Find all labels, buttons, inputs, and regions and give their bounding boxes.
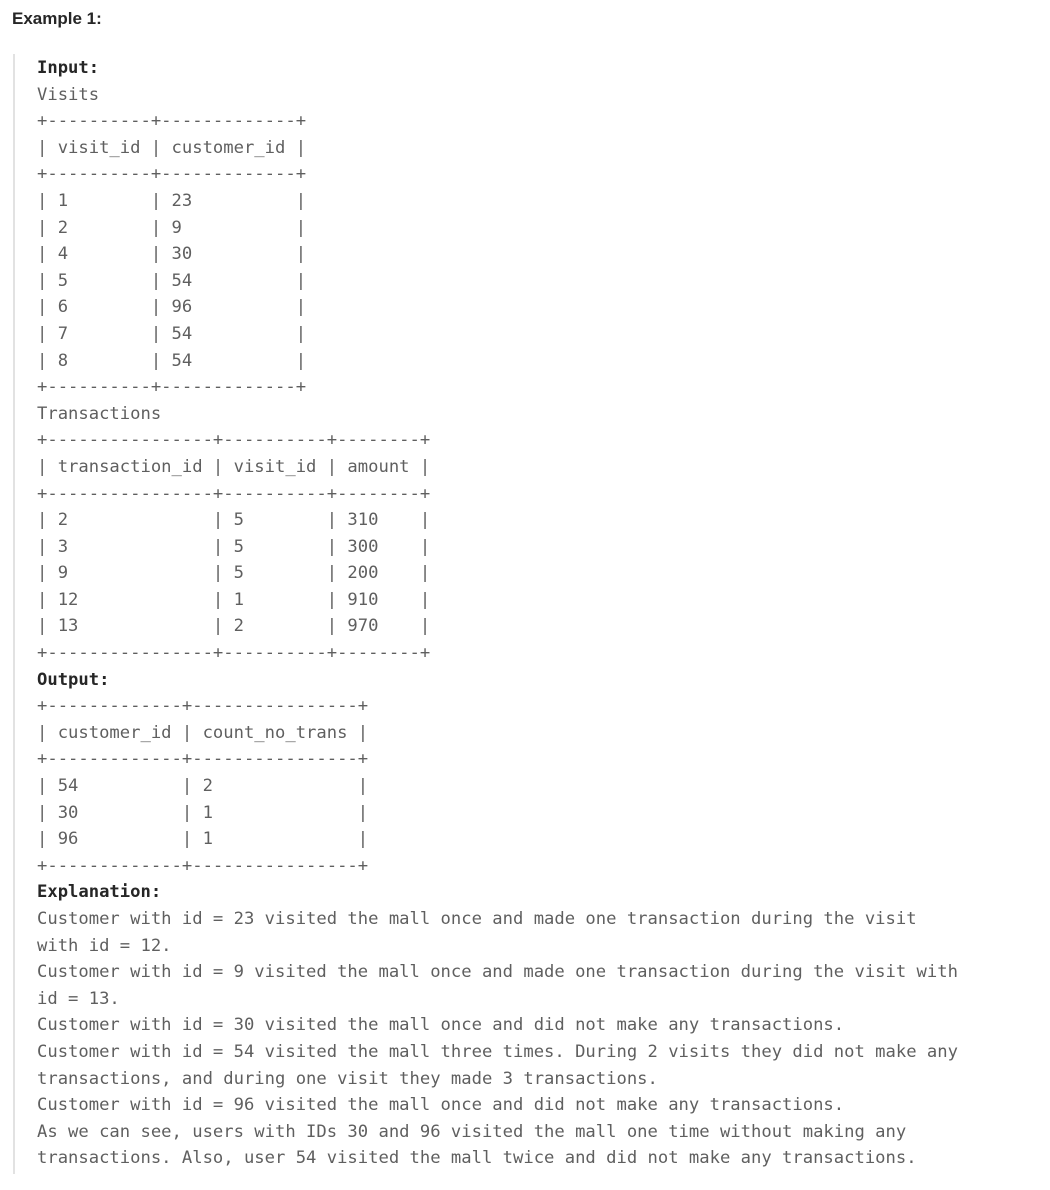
explanation-line: As we can see, users with IDs 30 and 96 visited the mall one time without making any bbox=[37, 1121, 907, 1142]
transactions-header-border: +----------------+----------+--------+ bbox=[37, 483, 431, 504]
visits-row: | 7 | 54 | bbox=[37, 323, 307, 344]
output-label: Output: bbox=[37, 669, 110, 690]
output-table bbox=[37, 693, 958, 879]
transactions-row: | 3 | 5 | 300 | bbox=[37, 536, 431, 557]
explanation-line: Customer with id = 23 visited the mall once and made one transaction during the visit bbox=[37, 909, 917, 929]
visits-border-top: +----------+-------------+ bbox=[37, 111, 307, 132]
explanation-line: transactions. Also, user 54 visited the mall twice and did not make any transactions. bbox=[37, 1148, 917, 1169]
example-block bbox=[13, 54, 1045, 1174]
example-code-block bbox=[37, 55, 958, 1172]
visits-row: | 4 | 30 | bbox=[37, 244, 307, 265]
output-header-row: | customer_id | count_no_trans | bbox=[37, 722, 369, 743]
transactions-border-bottom: +----------------+----------+--------+ bbox=[37, 643, 431, 664]
transactions-row: | 13 | 2 | 970 | bbox=[37, 616, 431, 637]
visits-row: | 1 | 23 | bbox=[37, 190, 307, 211]
transactions-row: | 2 | 5 | 310 | bbox=[37, 510, 431, 531]
output-border-bottom: +-------------+----------------+ bbox=[37, 855, 369, 876]
transactions-row: | 9 | 5 | 200 | bbox=[37, 563, 431, 584]
output-header-border: +-------------+----------------+ bbox=[37, 749, 369, 770]
visits-header-border: +----------+-------------+ bbox=[37, 164, 307, 185]
visits-row: | 8 | 54 | bbox=[37, 350, 307, 371]
output-border-top: +-------------+----------------+ bbox=[37, 696, 369, 717]
explanation-line: Customer with id = 96 visited the mall once and did not make any transactions. bbox=[37, 1095, 845, 1116]
explanation-line: Customer with id = 9 visited the mall once and made one transaction during the visit with bbox=[37, 962, 958, 983]
transactions-border-top: +----------------+----------+--------+ bbox=[37, 430, 431, 451]
output-row: | 54 | 2 | bbox=[37, 776, 369, 797]
output-row: | 30 | 1 | bbox=[37, 802, 369, 823]
transactions-table bbox=[37, 427, 958, 666]
example-heading: Example 1: bbox=[12, 9, 102, 28]
visits-table-name: Visits bbox=[37, 84, 100, 105]
explanation-line: Customer with id = 54 visited the mall three times. During 2 visits they did not make any bbox=[37, 1041, 958, 1062]
visits-header-row: | visit_id | customer_id | bbox=[37, 137, 307, 158]
transactions-header-row: | transaction_id | visit_id | amount | bbox=[37, 456, 431, 477]
visits-row: | 2 | 9 | bbox=[37, 217, 307, 238]
visits-row: | 6 | 96 | bbox=[37, 297, 307, 318]
transactions-table-name: Transactions bbox=[37, 403, 162, 424]
explanation-line: id = 13. bbox=[37, 988, 120, 1009]
visits-border-bottom: +----------+-------------+ bbox=[37, 377, 307, 398]
explanation-label: Explanation: bbox=[37, 882, 162, 903]
output-row: | 96 | 1 | bbox=[37, 829, 369, 850]
explanation-line: with id = 12. bbox=[37, 935, 172, 956]
visits-row: | 5 | 54 | bbox=[37, 270, 307, 291]
explanation-line: Customer with id = 30 visited the mall once and did not make any transactions. bbox=[37, 1015, 845, 1036]
visits-table bbox=[37, 108, 958, 401]
explanation-line: transactions, and during one visit they made 3 transactions. bbox=[37, 1068, 658, 1089]
input-label: Input: bbox=[37, 58, 100, 78]
transactions-row: | 12 | 1 | 910 | bbox=[37, 589, 431, 610]
